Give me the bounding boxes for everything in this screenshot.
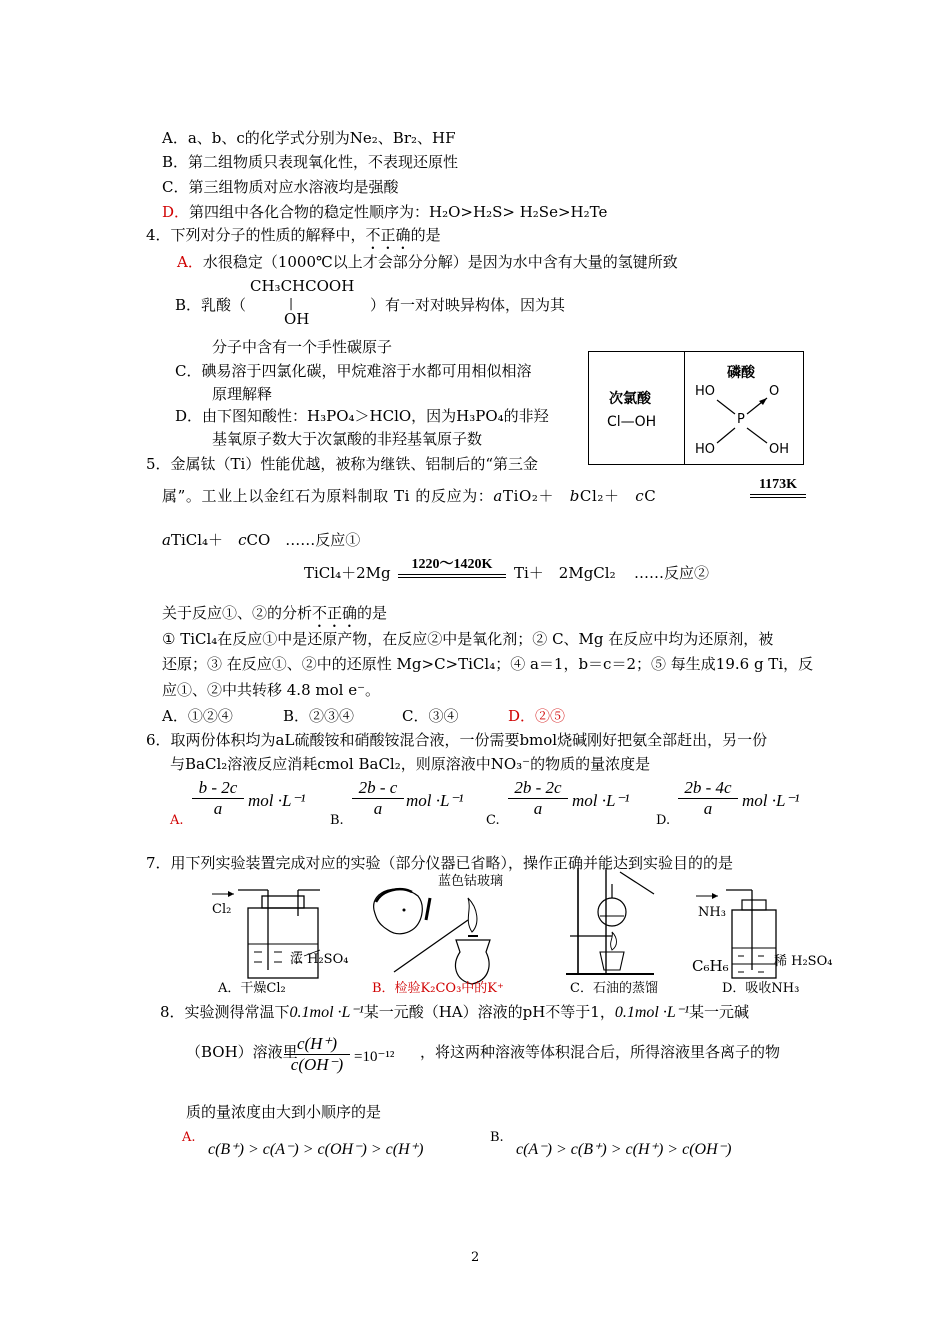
q4-stem-post: 的是 (410, 226, 441, 244)
q8-ratio-numerator: c(H⁺) (284, 1034, 350, 1055)
q8-base-conc: 0.1mol ·L⁻¹ (614, 1004, 689, 1021)
q4-option-b-pre: B．乳酸（ (175, 296, 247, 314)
q3-option-d (162, 202, 607, 222)
q6-d-numerator: 2b - 4c (678, 778, 738, 799)
q5-line-5 (162, 603, 387, 631)
q6-line-2: 与BaCl₂溶液反应消耗cmol BaCl₂，则原溶液中NO₃⁻的物质的量浓度是 (170, 755, 651, 773)
q3-option-c: C．第三组物质对应水溶液均是强酸 (162, 178, 399, 196)
condition-1220k-bar (398, 574, 506, 578)
condition-1173k-label: 1173K (758, 477, 798, 492)
q8-l2-pre: （BOH）溶液里 (186, 1043, 298, 1061)
q3-option-a: A．a、b、c的化学式分别为Ne₂、Br₂、HF (162, 129, 456, 147)
q5-line-2 (162, 486, 656, 506)
q5-coef-c: c (635, 487, 645, 505)
q3-option-d-label: D． (162, 203, 190, 221)
h3po4-oh: OH (769, 442, 790, 457)
h3po4-title: 磷酸 (727, 365, 755, 381)
q6-option-a-unit: mol ·L⁻¹ (248, 791, 306, 810)
q4-option-a-label: A． (177, 253, 203, 271)
q5-l3-reaction: ……反应① (285, 531, 361, 549)
q7-option-c: C．石油的蒸馏 (570, 981, 658, 996)
q4-option-b-post: ）有一对对映异构体，因为其 (370, 296, 566, 314)
lactic-formula-bond: | (289, 296, 294, 310)
h3po4-bonds (589, 352, 803, 464)
q6-option-b-label: B. (330, 813, 344, 828)
h3po4-o: O (769, 384, 780, 399)
q7-stem: 7．用下列实验装置完成对应的实验（部分仪器已省略），操作正确并能达到实验目的的是 (146, 854, 734, 872)
hclo-formula: Cl—OH (607, 414, 657, 430)
q6-option-a-fraction (192, 778, 244, 819)
q5-line-4-pre: TiCl₄＋2Mg (304, 564, 391, 582)
q5-coef-b: b (569, 487, 580, 505)
q4-option-c-2: 原理解释 (212, 385, 273, 403)
q6-line-1: 6．取两份体积均为aL硫酸铵和硝酸铵混合液，一份需要bmol烧碱刚好把氨全部赶出，另一份 (146, 731, 768, 749)
q6-c-denominator: a (533, 799, 543, 818)
q5-l5-emph: 不正确 (312, 604, 358, 622)
q8-acid-conc: 0.1mol ·L⁻¹ (289, 1004, 364, 1021)
q4-option-b-cont: 分子中含有一个手性碳原子 (212, 338, 393, 356)
lactic-formula-oh: OH (284, 310, 310, 328)
q6-c-numerator: 2b - 2c (508, 778, 568, 799)
q6-a-denominator: a (213, 799, 223, 818)
q8-l2-post: ，将这两种溶液等体积混合后，所得溶液里各离子的物 (420, 1043, 781, 1061)
q5-option-d: D．②⑤ (508, 707, 566, 725)
q8-ratio-value: =10⁻¹² (354, 1049, 395, 1065)
q5-line-8: 应①、②中共转移 4.8 mol e⁻。 (162, 681, 381, 699)
q8-line-1 (160, 1002, 749, 1023)
q4-option-a (177, 252, 678, 272)
q8-l1-post: 某一元碱 (688, 1003, 749, 1021)
q6-option-c-unit: mol ·L⁻¹ (572, 791, 630, 810)
q7-option-a: A．干燥Cl₂ (218, 981, 286, 996)
q4-option-d-2: 基氧原子数大于次氯酸的非羟基氧原子数 (212, 430, 483, 448)
q5-l3-ticl4: TiCl₄＋ (170, 531, 224, 549)
page-number: 2 (471, 1250, 480, 1265)
q4-stem-emph: 不正确 (365, 226, 411, 244)
q6-option-a-label: A. (170, 813, 184, 828)
h3po4-p: P (737, 412, 745, 427)
q6-option-d-label: D. (656, 813, 671, 828)
q6-a-numerator: b - 2c (192, 778, 244, 799)
q5-l5-post: 的是 (357, 604, 388, 622)
condition-1173k-bar (750, 494, 806, 498)
q6-d-denominator: a (703, 799, 713, 818)
hclo-title: 次氯酸 (609, 391, 651, 407)
condition-1173k (750, 477, 806, 498)
acid-structure-table (588, 351, 804, 465)
q3-option-d-text: 第四组中各化合物的稳定性顺序为：H₂O>H₂S> H₂Se>H₂Te (189, 203, 608, 221)
lactic-formula-top: CH₃CHCOOH (250, 277, 355, 295)
q5-tio2: TiO₂＋ (502, 487, 555, 505)
q6-option-c-label: C. (486, 813, 500, 828)
q5-l3-co: CO (246, 531, 271, 549)
q4-option-a-text: 水很稳定（1000℃以上才会部分分解）是因为水中含有大量的氢键所致 (202, 253, 678, 271)
q6-b-numerator: 2b - c (352, 778, 404, 799)
q8-l1-mid: 某一元酸（HA）溶液的pH不等于1， (363, 1003, 615, 1021)
q5-line-4-post: Ti＋ 2MgCl₂ (514, 564, 616, 582)
q8-line-3: 质的量浓度由大到小顺序的是 (186, 1103, 382, 1121)
q5-line-2-pre: 属”。工业上以金红石为原料制取 Ti 的反应为： (162, 487, 494, 505)
q6-b-denominator: a (373, 799, 383, 818)
q6-option-b-fraction (352, 778, 404, 819)
q7-option-d: D．吸收NH₃ (722, 981, 800, 996)
q5-line-1: 5．金属钛（Ti）性能优越，被称为继铁、铝制后的“第三金 (146, 455, 539, 473)
condition-1220k-label: 1220～1420K (411, 557, 493, 572)
q5-coef-a: a (493, 487, 503, 505)
q5-line-7: 还原；③ 在反应①、②中的还原性 Mg>C>TiCl₄；④ a＝1，b＝c＝2；⑤ 每生成19.6 g Ti，反 (162, 655, 814, 673)
q5-cl2: Cl₂＋ (579, 487, 620, 505)
q4-stem-pre: 4．下列对分子的性质的解释中， (146, 226, 366, 244)
q5-option-b: B．②③④ (283, 707, 355, 725)
q5-l3-coef-a: a (162, 531, 171, 549)
label-c6h6: C₆H₆ (692, 957, 729, 975)
q5-l5-pre: 关于反应①、②的分析 (162, 604, 313, 622)
q8-option-a-label: A. (182, 1130, 196, 1145)
label-conc-h2so4: 浓 H₂SO₄ (290, 952, 349, 967)
q3-option-b: B．第二组物质只表现氧化性，不表现还原性 (162, 153, 459, 171)
q5-line-4-rx: ……反应② (634, 564, 710, 582)
q4-option-c-1: C．碘易溶于四氯化碳，甲烷难溶于水都可用相似相溶 (175, 362, 532, 380)
q8-option-b-label: B. (490, 1130, 504, 1145)
q6-option-d-fraction (678, 778, 738, 819)
q8-option-a-expr: c(B⁺) > c(A⁻) > c(OH⁻) > c(H⁺) (208, 1141, 424, 1158)
q5-line-6: ① TiCl₄在反应①中是还原产物，在反应②中是氧化剂；② C、Mg 在反应中均为还原剂，被 (162, 630, 774, 648)
q7-option-b: B．检验K₂CO₃中的K⁺ (372, 981, 504, 996)
q8-ratio-denominator: c(OH⁻) (290, 1055, 344, 1074)
label-nh3: NH₃ (698, 905, 726, 920)
q8-ratio-fraction (284, 1034, 350, 1075)
h3po4-ho-bottom: HO (695, 442, 716, 457)
label-dilute-h2so4: 稀 H₂SO₄ (774, 954, 833, 969)
apparatus-b-flame-test (360, 880, 520, 988)
q4-option-d-1: D．由下图知酸性：H₃PO₄＞HClO，因为H₃PO₄的非羟 (175, 407, 549, 425)
q8-option-b-expr: c(A⁻) > c(B⁺) > c(H⁺) > c(OH⁻) (516, 1141, 732, 1158)
q5-carbon: C (644, 487, 657, 505)
label-cl2: Cl₂ (212, 902, 232, 917)
q5-option-c: C．③④ (402, 707, 459, 725)
apparatus-c-distillation (560, 864, 660, 982)
q4-stem (146, 225, 441, 253)
q6-option-c-fraction (508, 778, 568, 819)
q5-line-3 (162, 530, 360, 550)
q5-option-a: A．①②④ (162, 707, 233, 725)
condition-1220k (398, 553, 506, 578)
q8-l1-pre: 8．实验测得常温下 (160, 1003, 290, 1021)
q6-option-b-unit: mol ·L⁻¹ (406, 791, 464, 810)
q5-l3-coef-c: c (238, 531, 247, 549)
h3po4-ho-top: HO (695, 384, 716, 399)
q6-option-d-unit: mol ·L⁻¹ (742, 791, 800, 810)
label-cobalt-glass: 蓝色钴玻璃 (438, 874, 504, 889)
